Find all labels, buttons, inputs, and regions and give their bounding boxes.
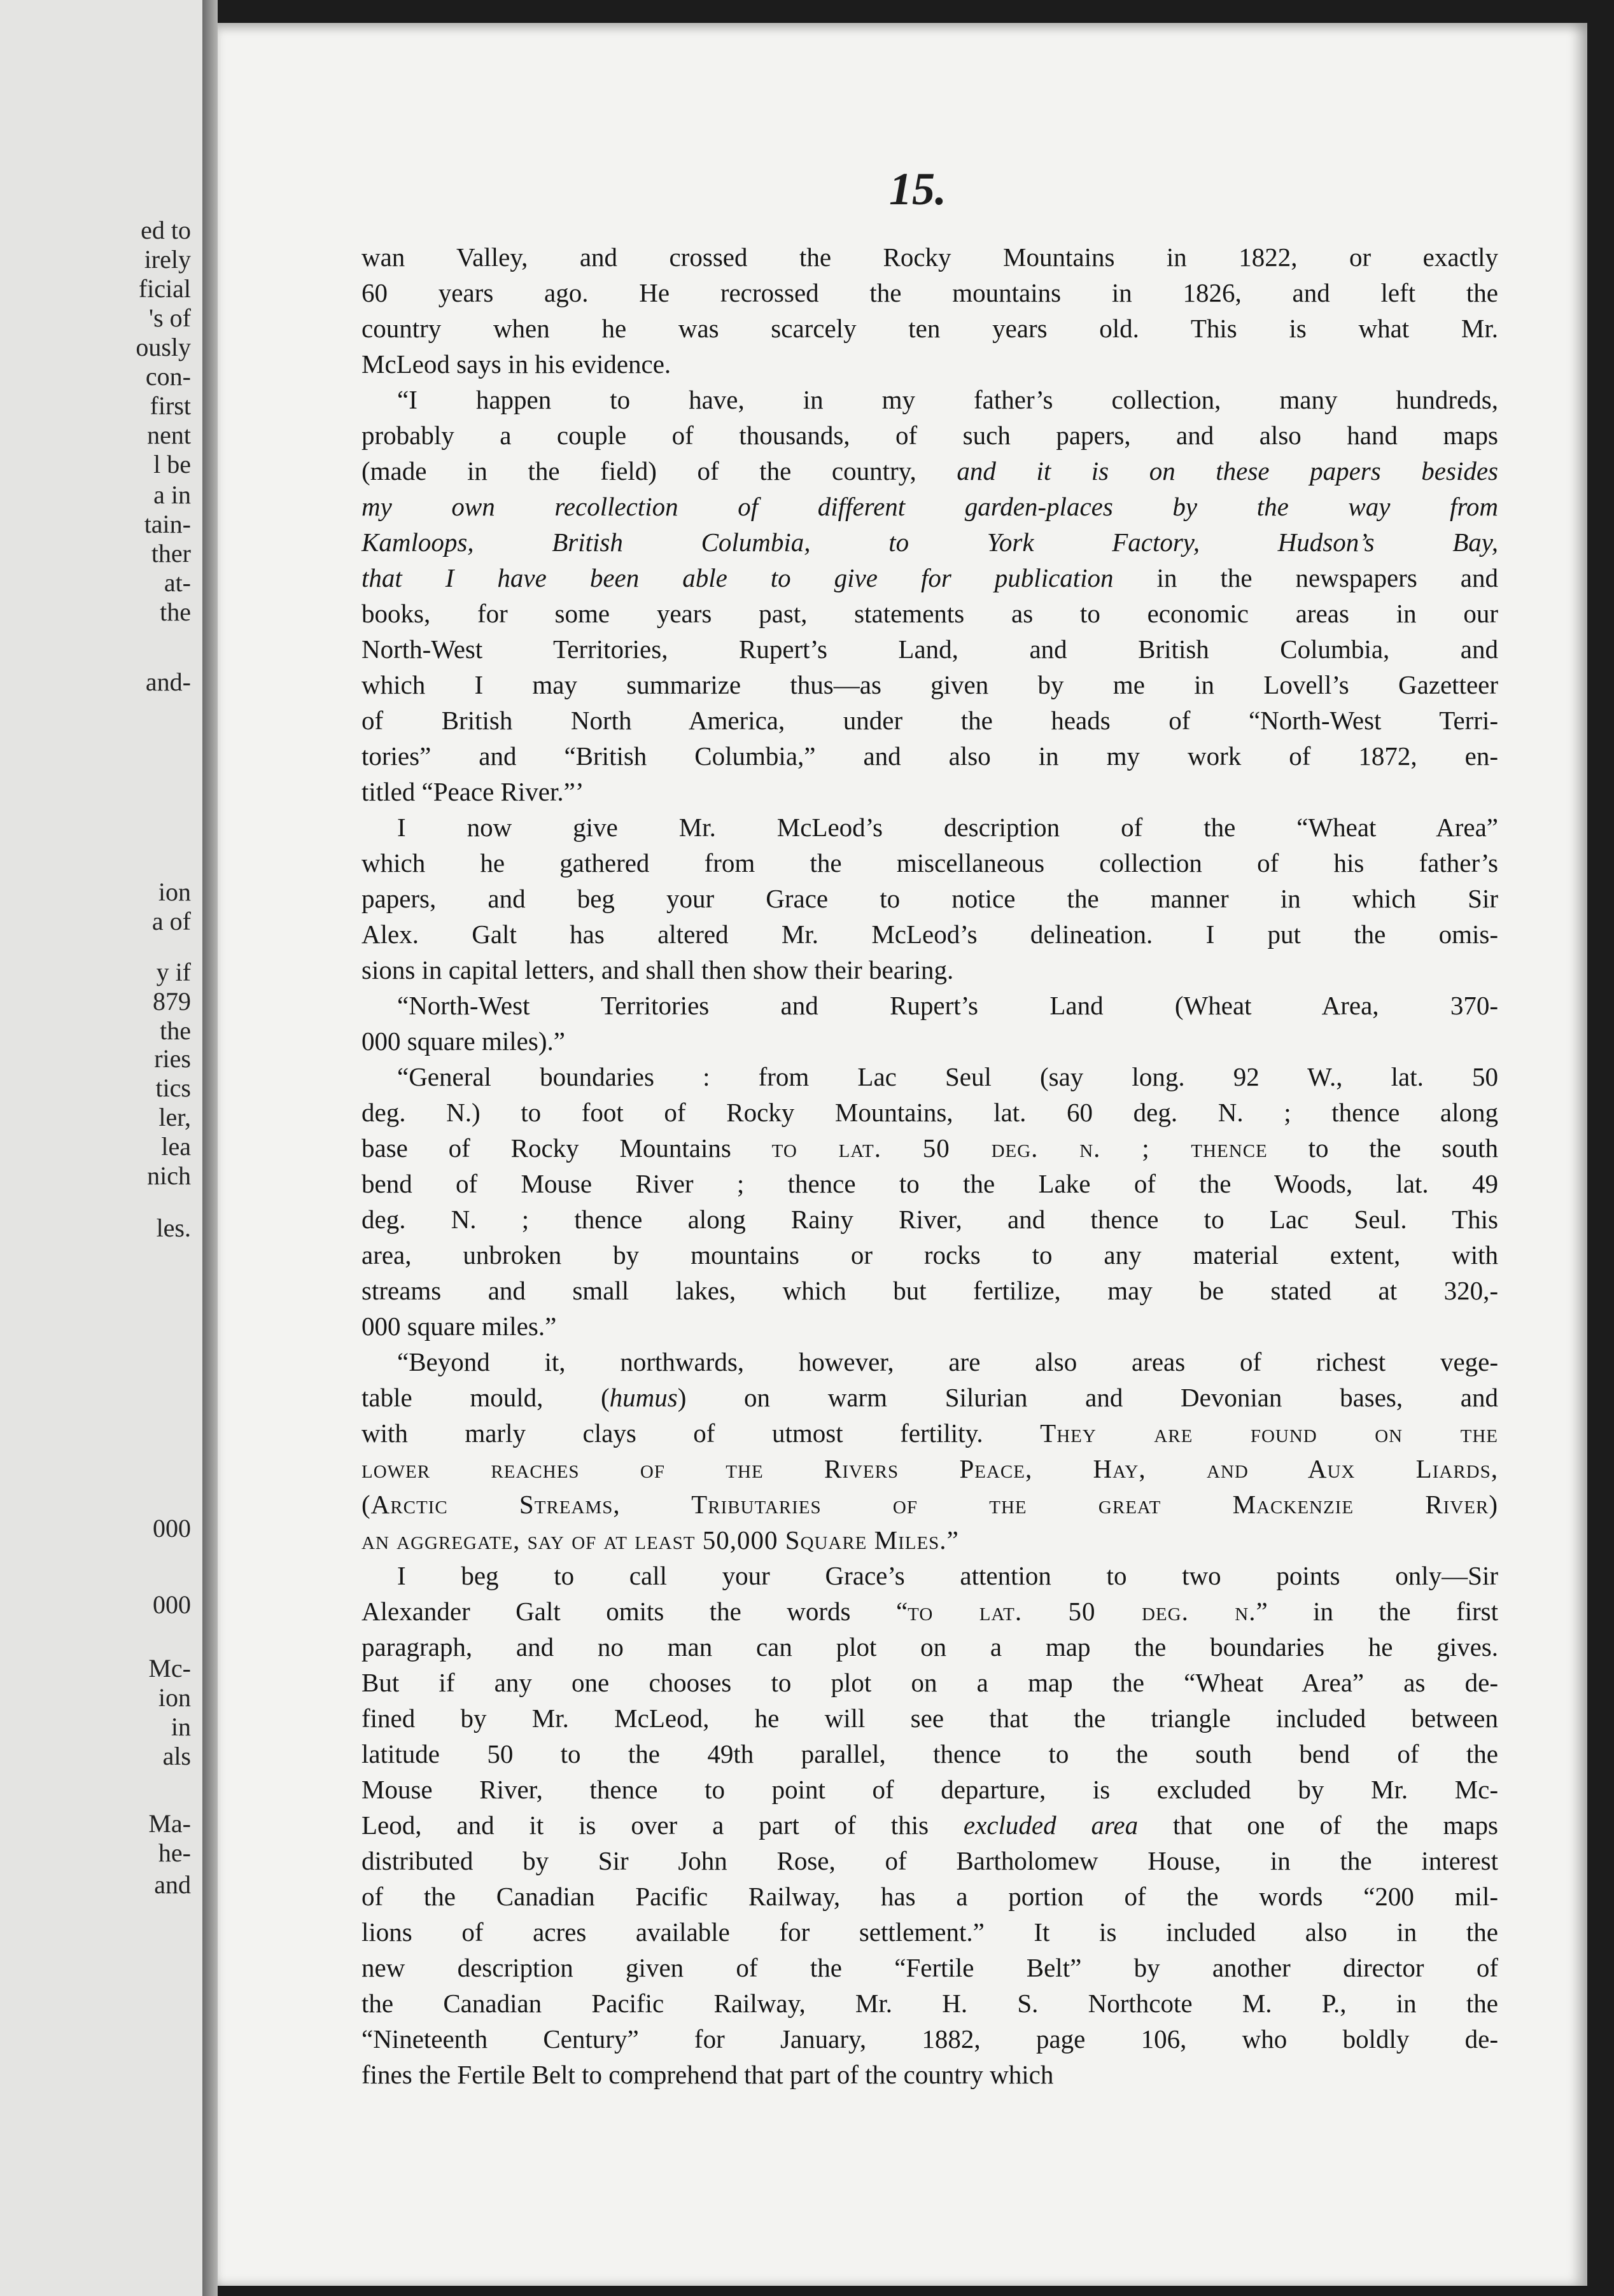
text-line [361, 560, 1498, 596]
left-page-fragment: nent [147, 421, 191, 449]
text-line [361, 1736, 1498, 1772]
text-line [361, 1308, 1498, 1344]
small-caps-text: to lat. 50 deg. n. ; thence [771, 1133, 1268, 1163]
left-page-fragment: a of [151, 907, 191, 935]
text-line [361, 1843, 1498, 1879]
text-segment: new description given of the “Fertile Belt” by another director of [361, 1953, 1498, 1982]
left-page-fragment: ries [154, 1044, 191, 1073]
left-page-fragment: he- [158, 1838, 191, 1867]
left-page-fragment: y if [156, 958, 191, 986]
text-segment: wan Valley, and crossed the Rocky Mountains in 1822, or exactly [361, 242, 1498, 272]
italic-text: humus [609, 1383, 678, 1412]
text-segment: 000 square miles).” [361, 1026, 565, 1056]
text-line [361, 453, 1498, 489]
small-caps-text: an aggregate, say of at least 50,000 Square Miles. [361, 1525, 947, 1555]
text-segment: “Nineteenth Century” for January, 1882, page 106, who boldly de- [361, 2024, 1498, 2054]
left-page-fragment: nich [147, 1161, 191, 1190]
text-line [361, 738, 1498, 774]
text-line [361, 1059, 1498, 1095]
text-segment: fined by Mr. McLeod, he will see that the triangle included between [361, 1704, 1498, 1733]
left-page-fragment: ficial [138, 274, 191, 303]
text-line [361, 1700, 1498, 1736]
left-page-fragment: les. [156, 1214, 191, 1242]
text-segment: Mouse River, thence to point of departure, is excluded by Mr. Mc- [361, 1775, 1498, 1804]
left-page-fragment: 000 [153, 1514, 191, 1543]
text-line [361, 489, 1498, 524]
text-segment: to the south [1267, 1133, 1498, 1163]
text-line [361, 1380, 1498, 1415]
left-page-fragment: l be [153, 450, 191, 479]
left-page-fragment: ther [151, 539, 191, 568]
text-segment: titled “Peace River.”’ [361, 777, 584, 806]
left-page-edge [0, 0, 202, 2296]
text-line [361, 382, 1498, 417]
left-page-fragment: con- [145, 362, 191, 391]
text-line [361, 631, 1498, 667]
left-page-fragment: and- [145, 668, 191, 696]
text-line [361, 1201, 1498, 1237]
text-segment: which I may summarize thus—as given by me in Lovell’s Gazetteer [361, 670, 1498, 699]
text-line [361, 809, 1498, 845]
left-page-fragment: ed to [141, 216, 191, 244]
text-segment: 60 years ago. He recrossed the mountains in 1826, and left the [361, 278, 1498, 307]
text-line [361, 1023, 1498, 1059]
text-line [361, 2021, 1498, 2057]
text-line [361, 1665, 1498, 1700]
text-line [361, 1558, 1498, 1593]
small-caps-text: to lat. 50 deg. n. [908, 1597, 1256, 1626]
text-line [361, 1879, 1498, 1914]
text-segment: “I happen to have, in my father’s collection, many hundreds, [397, 385, 1498, 414]
text-segment: of British North America, under the heads of “North-West Terri- [361, 706, 1498, 735]
text-line [361, 1807, 1498, 1843]
text-segment: of the Canadian Pacific Railway, has a portion of the words “200 mil- [361, 1882, 1498, 1911]
text-line [361, 1166, 1498, 1201]
text-line [361, 952, 1498, 988]
text-line [361, 1095, 1498, 1130]
text-line [361, 596, 1498, 631]
text-segment: Leod, and it is over a part of this [361, 1810, 964, 1840]
left-page-fragment: the [160, 598, 191, 626]
small-caps-text: (Arctic Streams, Tributaries of the great Mackenzie River) [361, 1490, 1498, 1519]
right-page [218, 23, 1587, 2286]
text-line [361, 1273, 1498, 1308]
left-page-fragment: ously [136, 333, 191, 361]
italic-text: my own recollection of different garden-places by the way from [361, 492, 1498, 521]
text-segment: deg. N. ; thence along Rainy River, and thence to Lac Seul. This [361, 1205, 1498, 1234]
left-page-fragment: ion [158, 1683, 191, 1712]
text-segment: (made in the field) of the country, [361, 456, 957, 486]
text-line [361, 703, 1498, 738]
text-line [361, 1522, 1498, 1558]
text-segment: ” [946, 1525, 958, 1555]
text-segment: which he gathered from the miscellaneous collection of his father’s [361, 848, 1498, 878]
text-segment: Alex. Galt has altered Mr. McLeod’s delineation. I put the omis- [361, 920, 1498, 949]
text-segment: 000 square miles.” [361, 1312, 557, 1341]
text-line [361, 1772, 1498, 1807]
text-line [361, 239, 1498, 275]
text-segment: probably a couple of thousands, of such papers, and also hand maps [361, 421, 1498, 450]
text-segment: paragraph, and no man can plot on a map the boundaries he gives. [361, 1632, 1498, 1662]
text-segment: bend of Mouse River ; thence to the Lake of the Woods, lat. 49 [361, 1169, 1498, 1198]
left-page-fragment: a in [153, 480, 191, 509]
text-line [361, 988, 1498, 1023]
body-text [361, 239, 1498, 2092]
text-segment: ) on warm Silurian and Devonian bases, and [677, 1383, 1498, 1412]
left-page-fragment: Ma- [148, 1809, 191, 1838]
left-page-fragment: lea [161, 1132, 191, 1161]
text-segment: tories” and “British Columbia,” and also in my work of 1872, en- [361, 741, 1498, 771]
left-page-fragment: in [171, 1712, 191, 1741]
text-line [361, 275, 1498, 311]
italic-text: Kamloops, British Columbia, to York Factory, Hudson’s Bay, [361, 528, 1498, 557]
text-line [361, 346, 1498, 382]
left-page-fragment: 's of [148, 304, 191, 332]
text-line [361, 1985, 1498, 2021]
text-segment: McLeod says in his evidence. [361, 349, 671, 379]
small-caps-text: They are found on the [1040, 1418, 1498, 1448]
text-segment: Alexander Galt omits the words “ [361, 1597, 908, 1626]
text-line [361, 845, 1498, 881]
text-line [361, 881, 1498, 916]
text-segment: table mould, ( [361, 1383, 610, 1412]
text-segment: that one of the maps [1138, 1810, 1498, 1840]
text-line [361, 1950, 1498, 1985]
left-page-fragment: Mc- [148, 1654, 191, 1683]
book-gutter [202, 0, 218, 2296]
text-segment: sions in capital letters, and shall then show their bearing. [361, 955, 954, 984]
text-segment: country when he was scarcely ten years old. This is what Mr. [361, 314, 1498, 343]
text-segment: area, unbroken by mountains or rocks to any material extent, with [361, 1240, 1498, 1270]
text-segment: “Beyond it, northwards, however, are also areas of richest vege- [397, 1347, 1498, 1376]
text-line [361, 1914, 1498, 1950]
text-segment: “General boundaries : from Lac Seul (say long. 92 W., lat. 50 [397, 1062, 1498, 1091]
text-segment: distributed by Sir John Rose, of Bartholomew House, in the interest [361, 1846, 1498, 1875]
text-segment: “North-West Territories and Rupert’s Land (Wheat Area, 370- [397, 991, 1498, 1020]
text-segment: papers, and beg your Grace to notice the manner in which Sir [361, 884, 1498, 913]
text-segment: lions of acres available for settlement.” It is included also in the [361, 1917, 1498, 1947]
text-line [361, 1629, 1498, 1665]
left-page-fragment: irely [144, 245, 191, 274]
left-page-fragment: tics [155, 1074, 191, 1102]
text-segment: books, for some years past, statements as to economic areas in our [361, 599, 1498, 628]
page-number: 15. [889, 164, 946, 214]
text-line [361, 1487, 1498, 1522]
text-line [361, 1451, 1498, 1487]
text-segment: the Canadian Pacific Railway, Mr. H. S. Northcote M. P., in the [361, 1989, 1498, 2018]
text-segment: North-West Territories, Rupert’s Land, and British Columbia, and [361, 634, 1498, 664]
text-segment: I now give Mr. McLeod’s description of the “Wheat Area” [397, 813, 1498, 842]
text-line [361, 667, 1498, 703]
text-segment: ” in the first [1256, 1597, 1498, 1626]
text-line [361, 524, 1498, 560]
text-line [361, 417, 1498, 453]
text-segment: streams and small lakes, which but fertilize, may be stated at 320,- [361, 1276, 1498, 1305]
text-line [361, 1237, 1498, 1273]
text-segment: latitude 50 to the 49th parallel, thence to the south bend of the [361, 1739, 1498, 1768]
text-segment: But if any one chooses to plot on a map the “Wheat Area” as de- [361, 1668, 1498, 1697]
left-page-fragment: the [160, 1016, 191, 1045]
left-page-fragment: ion [158, 878, 191, 906]
text-line [361, 1415, 1498, 1451]
left-page-fragment: and [154, 1870, 191, 1899]
text-line [361, 774, 1498, 809]
left-page-fragment: first [150, 391, 191, 420]
italic-text: that I have been able to give for publication [361, 563, 1114, 592]
text-segment: with marly clays of utmost fertility. [361, 1418, 1041, 1448]
text-line [361, 1593, 1498, 1629]
italic-text: excluded area [963, 1810, 1139, 1840]
left-page-fragment: ler, [158, 1103, 191, 1131]
small-caps-text: lower reaches of the Rivers Peace, Hay, and Aux Liards, [361, 1454, 1498, 1483]
text-segment: I beg to call your Grace’s attention to two points only—Sir [397, 1561, 1498, 1590]
left-page-fragment: 879 [153, 987, 191, 1016]
text-segment: deg. N.) to foot of Rocky Mountains, lat. 60 deg. N. ; thence along [361, 1098, 1498, 1127]
left-page-fragment: als [162, 1742, 191, 1770]
text-segment: in the newspapers and [1113, 563, 1498, 592]
text-line [361, 2057, 1498, 2092]
text-segment: base of Rocky Mountains [361, 1133, 772, 1163]
left-page-fragment: 000 [153, 1590, 191, 1619]
text-line [361, 1130, 1498, 1166]
left-page-fragment: tain- [144, 510, 191, 538]
text-segment: fines the Fertile Belt to comprehend that part of the country which [361, 2060, 1054, 2089]
left-page-fragment: at- [164, 568, 191, 597]
italic-text: and it is on these papers besides [957, 456, 1498, 486]
text-line [361, 916, 1498, 952]
text-line [361, 311, 1498, 346]
text-line [361, 1344, 1498, 1380]
